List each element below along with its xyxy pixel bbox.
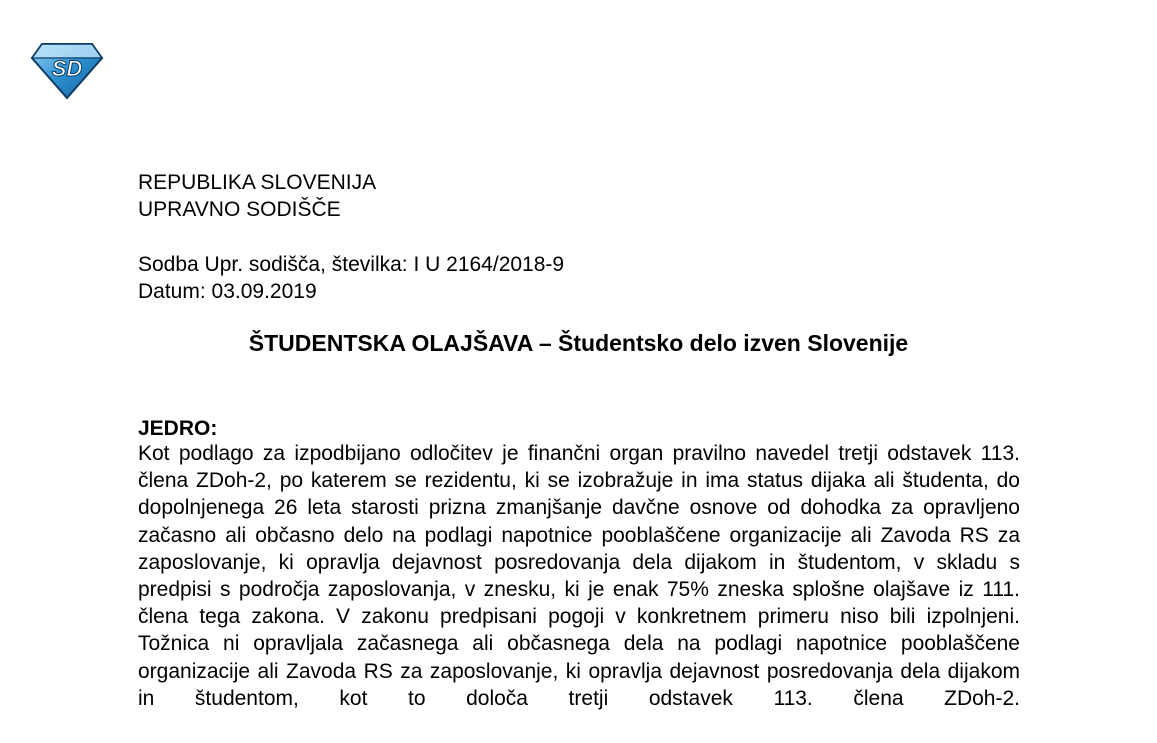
republic-heading: REPUBLIKA SLOVENIJA <box>138 171 377 194</box>
jedro-body: Kot podlago za izpodbijano odločitev je finančni organ pravilno navedel tretji odstavek 113. člena ZDoh-2, po katerem se rezidentu, ki se izobražuje in ima status dijaka ali študenta, do dopolnjenega 26 leta starosti prizna zmanjšanje davčne osnove od dohodka za opravljeno začasno ali občasno delo na podlagi napotnice pooblaščene organizacije ali Zavoda RS za zaposlovanje, ki opravlja dejavnost posredovanja dela dijakom in študentom, v skladu s predpisi s področja zaposlovanja, v znesku, ki je enak 75% zneska splošne olajšave iz 111. člena tega zakona. V zakonu predpisani pogoji v konkretnem primeru niso bili izpolnjeni. Tožnica ni opravljala začasnega ali občasnega dela na podlagi napotnice pooblaščene organizacije ali Zavoda RS za zaposlovanje, ki opravlja dejavnost posredovanja dela dijakom in študentom, kot to določa tretji odstavek 113. člena ZDoh-2. <box>138 442 1020 710</box>
jedro-heading: JEDRO: <box>138 417 218 440</box>
judgment-date: Datum: 03.09.2019 <box>138 280 317 303</box>
svg-text:SD: SD <box>51 56 83 81</box>
court-heading: UPRAVNO SODIŠČE <box>138 198 341 221</box>
case-number: Sodba Upr. sodišča, številka: I U 2164/2018-9 <box>138 253 565 276</box>
document-title: ŠTUDENTSKA OLAJŠAVA – Študentsko delo izven Slovenije <box>248 330 909 356</box>
court-logo <box>30 40 104 100</box>
